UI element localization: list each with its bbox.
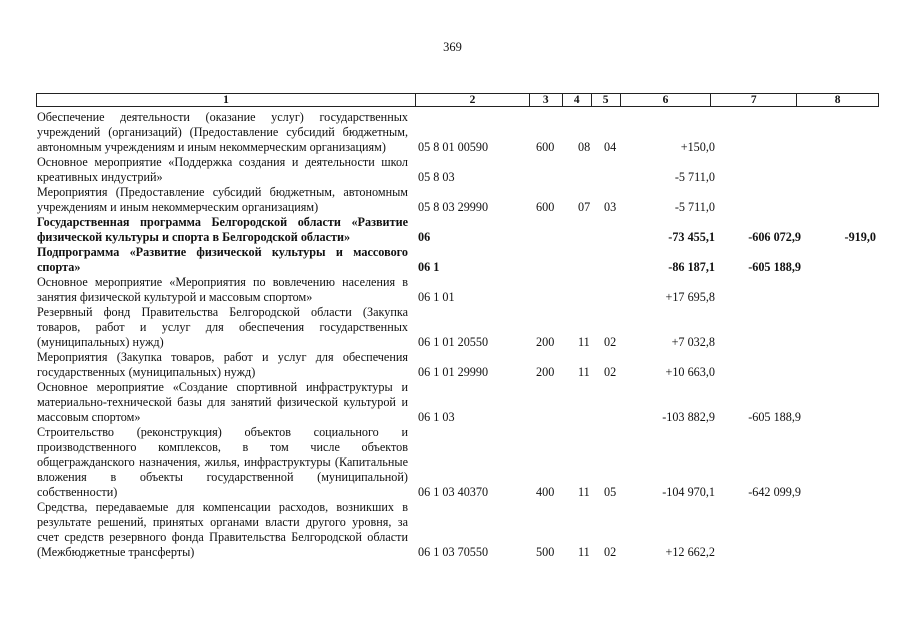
row-pr: 02 bbox=[604, 335, 617, 349]
row-code: 06 bbox=[418, 230, 431, 244]
header-col-5: 5 bbox=[592, 94, 621, 106]
header-col-4: 4 bbox=[563, 94, 592, 106]
row-name: Государственная программа Белгородской области «Развитие физической культуры и спорта в Белгородской области» bbox=[37, 215, 408, 244]
page-number: 369 bbox=[443, 40, 462, 54]
header-col-8: 8 bbox=[834, 94, 841, 106]
row-name: Мероприятия (Закупка товаров, работ и услуг для обеспечения государственных (муниципальных) нужд) bbox=[37, 350, 408, 379]
row-name: Основное мероприятие «Поддержка создания и деятельности школ креативных индустрий» bbox=[37, 155, 408, 184]
header-col-6: 6 bbox=[621, 94, 712, 106]
row-amount-col6: +17 695,8 bbox=[665, 290, 715, 304]
row-amount-col7: -605 188,9 bbox=[748, 260, 801, 274]
row-rz: 11 bbox=[578, 335, 590, 349]
table-body bbox=[37, 110, 879, 560]
row-amount-col6: +150,0 bbox=[680, 140, 715, 154]
row-code: 05 8 01 00590 bbox=[418, 140, 489, 154]
header-col-3: 3 bbox=[530, 94, 563, 106]
table-header bbox=[36, 93, 879, 107]
row-name: Строительство (реконструкция) объектов социального и производственного комплексов, в том числе объектов общегражданского назначения, жилья, инфраструктуры (Капитальные вложения в объекты государственной (муниципальной) собственности) bbox=[37, 425, 408, 499]
row-rz: 11 bbox=[578, 485, 590, 499]
row-name: Основное мероприятие «Создание спортивной инфраструктуры и материально-технической базы для занятий физической культурой и массовым спортом» bbox=[37, 380, 408, 424]
row-kvr: 400 bbox=[536, 485, 555, 499]
row-kvr: 500 bbox=[536, 545, 555, 559]
row-amount-col6: -103 882,9 bbox=[662, 410, 715, 424]
row-kvr: 200 bbox=[536, 365, 555, 379]
table-row bbox=[37, 110, 879, 155]
row-kvr: 600 bbox=[536, 200, 555, 214]
row-amount-col8: -919,0 bbox=[844, 230, 876, 244]
row-code: 06 1 01 29990 bbox=[418, 365, 489, 379]
row-amount-col7: -606 072,9 bbox=[748, 230, 801, 244]
row-code: 06 1 01 bbox=[418, 290, 455, 304]
row-code: 05 8 03 bbox=[418, 170, 455, 184]
row-name: Подпрограмма «Развитие физической культуры и массового спорта» bbox=[37, 245, 408, 274]
table-row bbox=[37, 155, 879, 185]
row-name: Основное мероприятие «Мероприятия по вовлечению населения в занятия физической культурой и массовым спортом» bbox=[37, 275, 408, 304]
row-kvr: 600 bbox=[536, 140, 555, 154]
row-pr: 02 bbox=[604, 365, 617, 379]
table-row bbox=[37, 275, 879, 305]
table-row bbox=[37, 380, 879, 425]
row-amount-col7: -605 188,9 bbox=[748, 410, 801, 424]
row-pr: 02 bbox=[604, 545, 617, 559]
table-row bbox=[37, 305, 879, 350]
row-amount-col6: -5 711,0 bbox=[674, 200, 715, 214]
table-row bbox=[37, 215, 879, 245]
table-row bbox=[37, 425, 879, 500]
row-pr: 04 bbox=[604, 140, 617, 154]
row-rz: 07 bbox=[578, 200, 591, 214]
row-rz: 11 bbox=[578, 365, 590, 379]
row-amount-col6: -86 187,1 bbox=[668, 260, 715, 274]
row-amount-col6: -5 711,0 bbox=[674, 170, 715, 184]
row-pr: 05 bbox=[604, 485, 617, 499]
row-amount-col7: -642 099,9 bbox=[748, 485, 801, 499]
row-code: 06 1 01 20550 bbox=[418, 335, 489, 349]
row-code: 06 1 03 40370 bbox=[418, 485, 489, 499]
row-rz: 11 bbox=[578, 545, 590, 559]
table-row bbox=[37, 245, 879, 275]
header-col-2: 2 bbox=[416, 94, 530, 106]
row-name: Резервный фонд Правительства Белгородской области (Закупка товаров, работ и услуг для обеспечения государственных (муниципальных) нужд) bbox=[37, 305, 408, 349]
row-kvr: 200 bbox=[536, 335, 555, 349]
table-row bbox=[37, 500, 879, 560]
row-name: Средства, передаваемые для компенсации расходов, возникших в результате решений, принятых органами власти другого уровня, за счет средств резервного фонда Правительства Белгородской области (Межбюджетные трансферты) bbox=[37, 500, 408, 559]
row-amount-col6: +10 663,0 bbox=[665, 365, 715, 379]
header-col-7: 7 bbox=[711, 94, 797, 106]
row-code: 06 1 bbox=[418, 260, 440, 274]
row-code: 05 8 03 29990 bbox=[418, 200, 489, 214]
row-amount-col6: -104 970,1 bbox=[662, 485, 715, 499]
row-amount-col6: +12 662,2 bbox=[665, 545, 715, 559]
table-row bbox=[37, 350, 879, 380]
row-name: Мероприятия (Предоставление субсидий бюджетным, автономным учреждениям и иным некоммерческим организациям) bbox=[37, 185, 408, 214]
row-code: 06 1 03 70550 bbox=[418, 545, 489, 559]
row-amount-col6: -73 455,1 bbox=[668, 230, 715, 244]
table-row bbox=[37, 185, 879, 215]
header-col-1: 1 bbox=[37, 94, 416, 106]
row-code: 06 1 03 bbox=[418, 410, 455, 424]
row-name: Обеспечение деятельности (оказание услуг) государственных учреждений (организаций) (Предоставление субсидий бюджетным, автономным учреждениям и иным некоммерческим организациям) bbox=[37, 110, 408, 154]
row-rz: 08 bbox=[578, 140, 591, 154]
row-amount-col6: +7 032,8 bbox=[671, 335, 715, 349]
row-pr: 03 bbox=[604, 200, 617, 214]
